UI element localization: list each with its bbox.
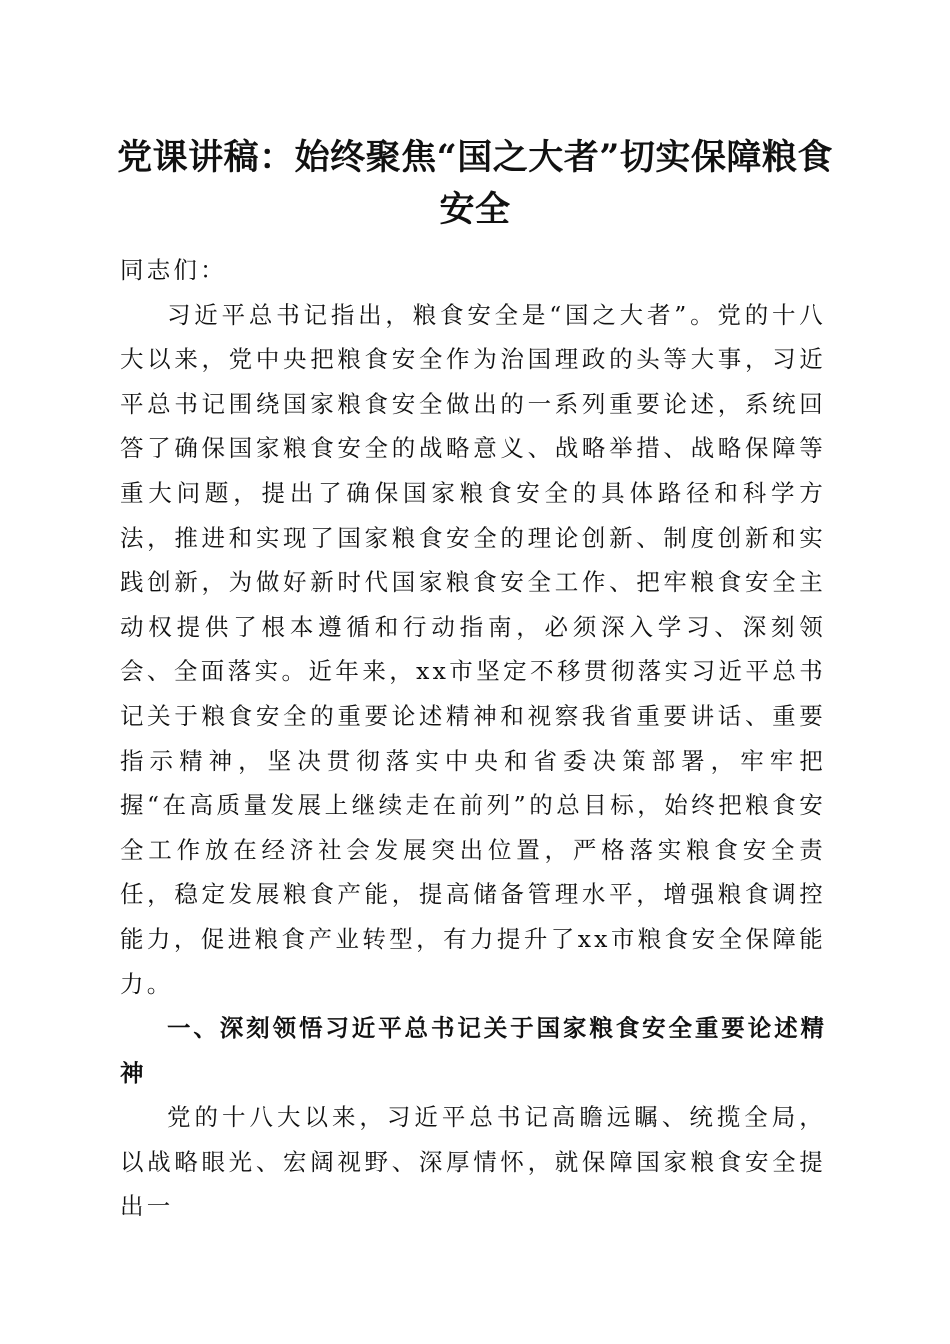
document-body (120, 248, 826, 1229)
section-paragraph: 党的十八大以来，习近平总书记高瞻远瞩、统揽全局，以战略眼光、宏阔视野、深厚情怀，就保障国家粮食安全提出一 (120, 1103, 826, 1221)
salutation: 同志们： (120, 256, 227, 284)
paragraph: 习近平总书记指出，粮食安全是“国之大者”。党的十八大以来，党中央把粮食安全作为治国理政的头等大事，习近平总书记围绕国家粮食安全做出的一系列重要论述，系统回答了确保国家粮食安全的战略意义、战略举措、战略保障等重大问题，提出了确保国家粮食安全的具体路径和科学方法，推进和实现了国家粮食安全的理论创新、制度创新和实践创新，为做好新时代国家粮食安全工作、把牢粮食安全主动权提供了根本遵循和行动指南，必须深入学习、深刻领会、全面落实。近年来，xx市坚定不移贯彻落实习近平总书记关于粮食安全的重要论述精神和视察我省重要讲话、重要指示精神，坚决贯彻落实中央和省委决策部署，牢牢把握“在高质量发展上继续走在前列”的总目标，始终把粮食安全工作放在经济社会发展突出位置，严格落实粮食安全责任，稳定发展粮食产能，提高储备管理水平，增强粮食调控能力，促进粮食产业转型，有力提升了xx市粮食安全保障能力。 (120, 300, 826, 998)
section-heading: 一、深刻领悟习近平总书记关于国家粮食安全重要论述精神 (120, 1014, 826, 1087)
document-title: 党课讲稿：始终聚焦“国之大者”切实保障粮食安全 (117, 137, 833, 230)
